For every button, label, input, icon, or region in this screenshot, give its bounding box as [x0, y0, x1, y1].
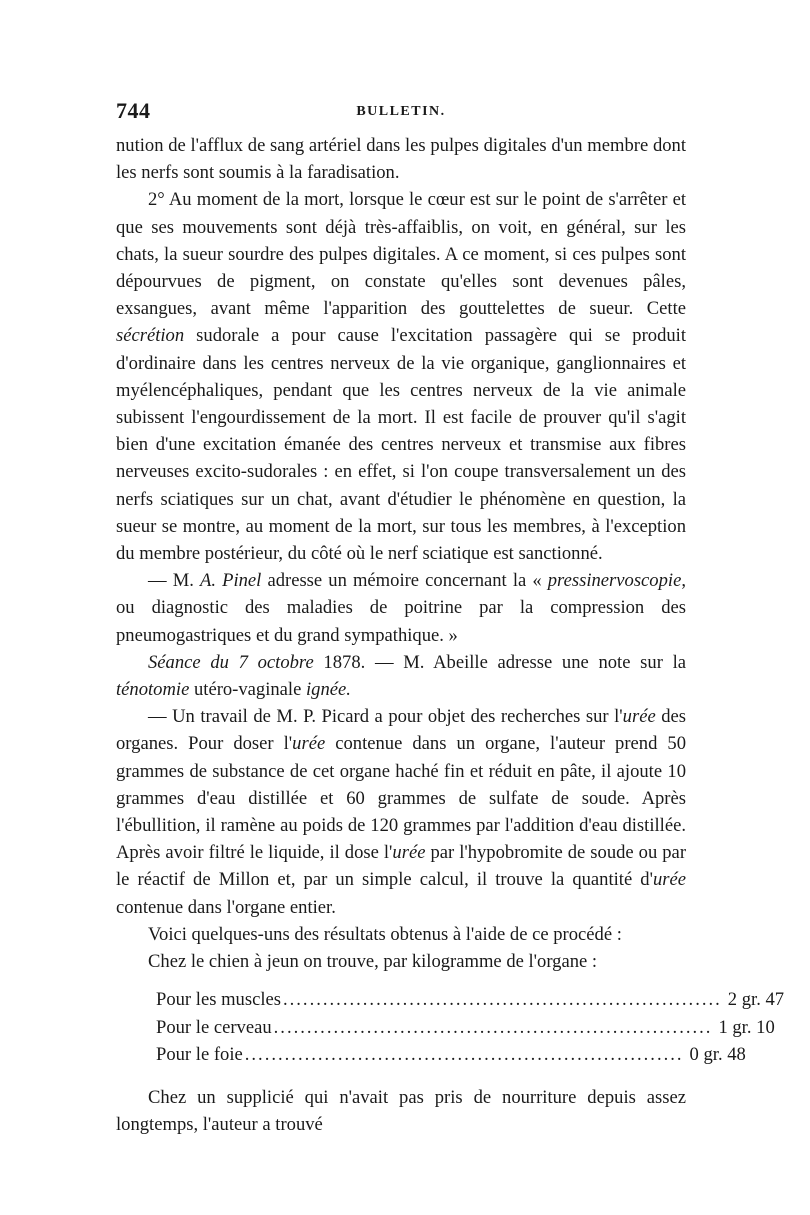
closing-text — [116, 1084, 686, 1138]
paragraph-2: 2° Au moment de la mort, lorsque le cœur est sur le point de s'arrêter et que ses mouvements sont déjà très-affaiblis, on voit, en général, sur les chats, la sueur sourdre des pulpes digitales. A ce moment, si ces pulpes sont dépourvues de pigment, on constate qu'elles sont devenues pâles, exsangues, avant même l'apparition des gouttelettes de sueur. Cette sécrétion sudorale a pour cause l'excitation passagère qui se produit d'ordinaire dans les centres nerveux de la vie organique, ganglionnaires et myélencéphaliques, pendant que les centres nerveux de la vie animale subissent l'engourdissement de la mort. Il est facile de prouver qu'il s'agit bien d'une excitation émanée des centres nerveux et transmise aux fibres nerveuses excito-sudorales : en effet, si l'on coupe transversalement un des nerfs sciatiques sur un chat, avant d'étudier le phénomène en question, la sueur se montre, au moment de la mort, sur tous les membres, à l'exception du membre postérieur, du côté où le nerf sciatique est sanctionné. — [116, 189, 686, 565]
paragraph-7: Chez le chien à jeun on trouve, par kilogramme de l'organe : — [148, 951, 598, 973]
result-row — [156, 986, 785, 1014]
result-label: Pour le foie — [156, 1044, 243, 1065]
italic-term: ignée. — [306, 679, 351, 701]
paragraph-6: Voici quelques-uns des résultats obtenus à l'aide de ce procédé : — [148, 923, 622, 945]
paragraph-5: — Un travail de M. P. Picard a pour objet des recherches sur l'urée des organes. Pour doser l'urée contenue dans un organe, l'auteur prend 50 grammes de substance de cet organe haché fin et réduit en pâte, il ajoute 10 grammes d'eau distillée et 60 grammes de sulfate de soude. Après l'ébullition, il ramène au poids de 120 grammes par l'addition d'eau distillée. Après avoir filtré le liquide, il dose l'urée par l'hypobromite de soude ou par le réactif de Millon et, par un simple calcul, il trouve la quantité d'urée contenue dans l'organe entier. — [116, 706, 687, 918]
result-value: 0 gr. 48 — [689, 1044, 746, 1065]
italic-term: sécrétion — [116, 325, 185, 347]
leader-dots: .................................................................. — [273, 1016, 713, 1038]
leader-dots: .................................................................. — [282, 989, 722, 1010]
paragraph-4: Séance du 7 octobre 1878. — M. Abeille adresse une note sur la ténotomie utéro-vaginale ignée. — [116, 651, 687, 701]
author-name: A. Pinel — [199, 570, 262, 592]
result-label: Pour les muscles — [156, 989, 281, 1010]
closing-paragraph: Chez un supplicié qui n'avait pas pris de nourriture depuis assez longtemps, l'auteur a trouvé — [116, 1087, 686, 1136]
result-row — [156, 1041, 746, 1069]
page-header — [116, 98, 686, 128]
italic-term: pressinervoscopie — [547, 570, 682, 592]
result-label: Pour le cerveau — [156, 1016, 272, 1038]
result-value: 1 gr. 10 — [718, 1016, 775, 1038]
leader-dots: .................................................................. — [244, 1044, 684, 1065]
paragraph-3: — M. A. Pinel adresse un mémoire concernant la « pressinervoscopie, ou diagnostic des maladies de poitrine par la compression des pneumogastriques et du grand sympathique. » — [116, 570, 686, 646]
result-value: 2 gr. 47 — [727, 989, 785, 1010]
result-row — [156, 1014, 775, 1042]
paragraph-1: nution de l'afflux de sang artériel dans les pulpes digitales d'un membre dont les nerfs sont soumis à la faradisation. — [116, 135, 686, 184]
session-date: Séance du 7 octobre — [148, 651, 314, 673]
italic-term: ténotomie — [116, 679, 190, 701]
body-text — [116, 132, 686, 975]
running-title: BULLETIN. — [356, 104, 446, 119]
page-number: 744 — [116, 98, 151, 123]
results-table — [156, 986, 785, 1069]
